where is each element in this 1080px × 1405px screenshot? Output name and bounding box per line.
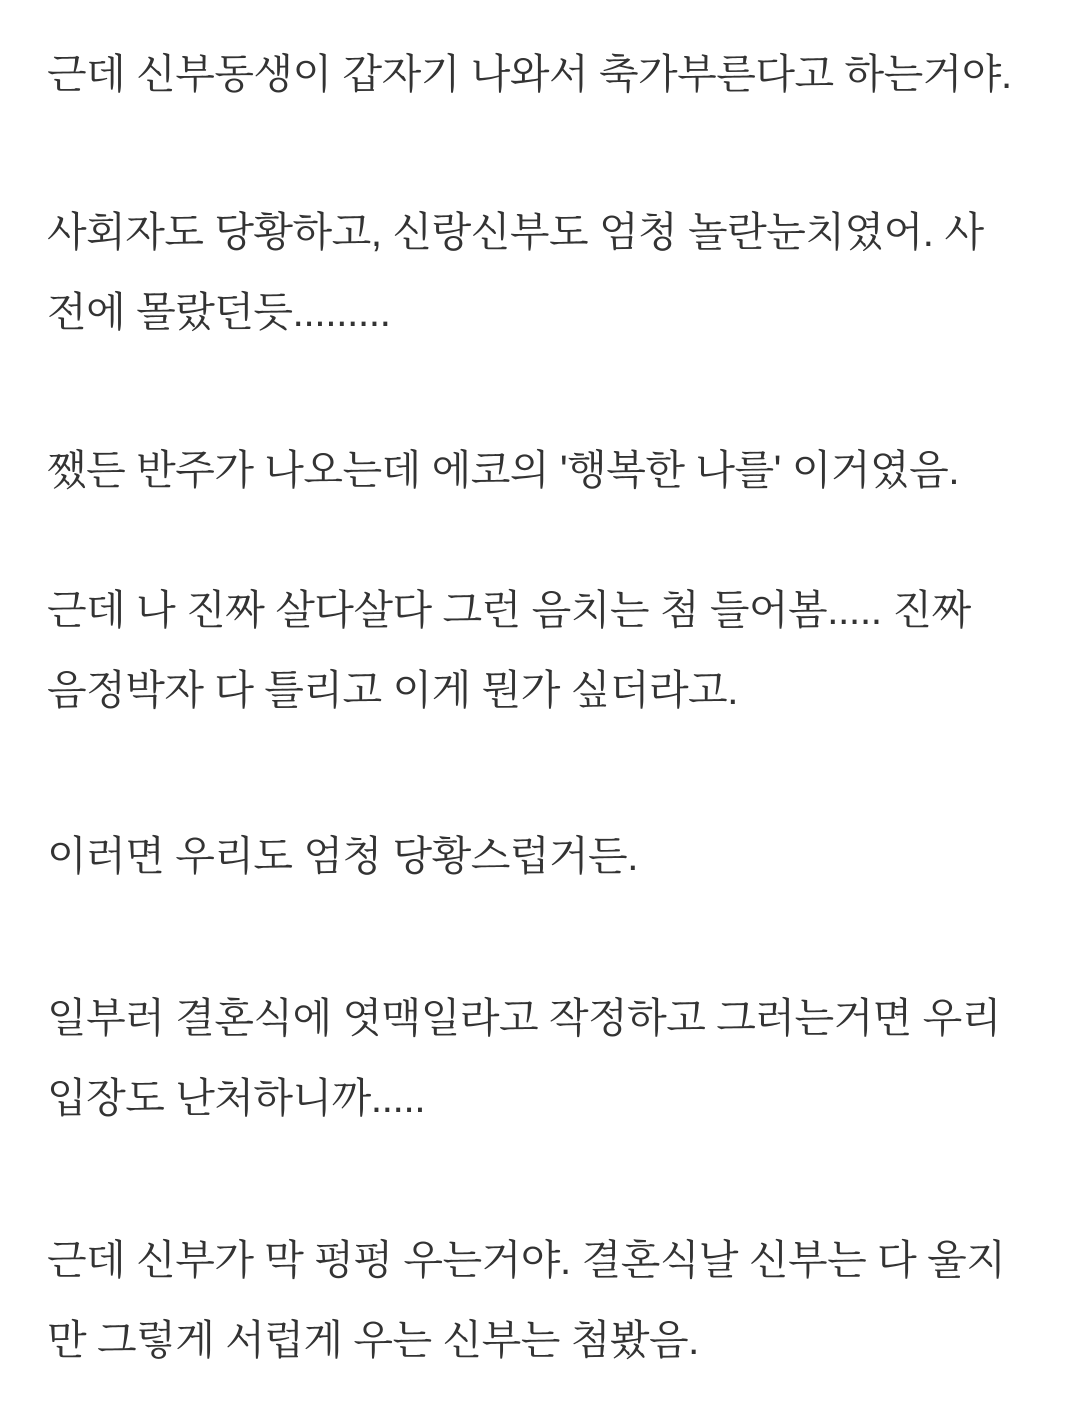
text-line: 음정박자 다 틀리고 이게 뭔가 싶더라고. (47, 667, 739, 713)
text-line: 입장도 난처하니까..... (47, 1075, 426, 1121)
text-line: 근데 신부동생이 갑자기 나와서 축가부른다고 하는거야. (47, 51, 1012, 97)
paragraph-5 (47, 816, 1040, 896)
paragraph-2 (47, 192, 1040, 352)
text-line: 사회자도 당황하고, 신랑신부도 엄청 놀란눈치였어. 사 (47, 209, 984, 255)
text-line: 이러면 우리도 엄청 당황스럽거든. (47, 833, 639, 879)
text-line: 근데 나 진짜 살다살다 그런 음치는 첨 들어봄..... 진짜 (47, 587, 971, 633)
paragraph-3 (47, 430, 1040, 510)
text-line: 근데 신부가 막 펑펑 우는거야. 결혼식날 신부는 다 울지 (47, 1237, 1006, 1283)
paragraph-6 (47, 978, 1040, 1138)
text-line: 쨌든 반주가 나오는데 에코의 '행복한 나를' 이거였음. (47, 447, 960, 493)
paragraph-4 (47, 570, 1040, 730)
paragraph-1 (47, 34, 1040, 114)
text-line: 만 그렇게 서럽게 우는 신부는 첨봤음. (47, 1317, 699, 1363)
text-line: 일부러 결혼식에 엿맥일라고 작정하고 그러는거면 우리 (47, 995, 1001, 1041)
text-line: 전에 몰랐던듯......... (47, 289, 391, 335)
paragraph-7 (47, 1220, 1040, 1380)
